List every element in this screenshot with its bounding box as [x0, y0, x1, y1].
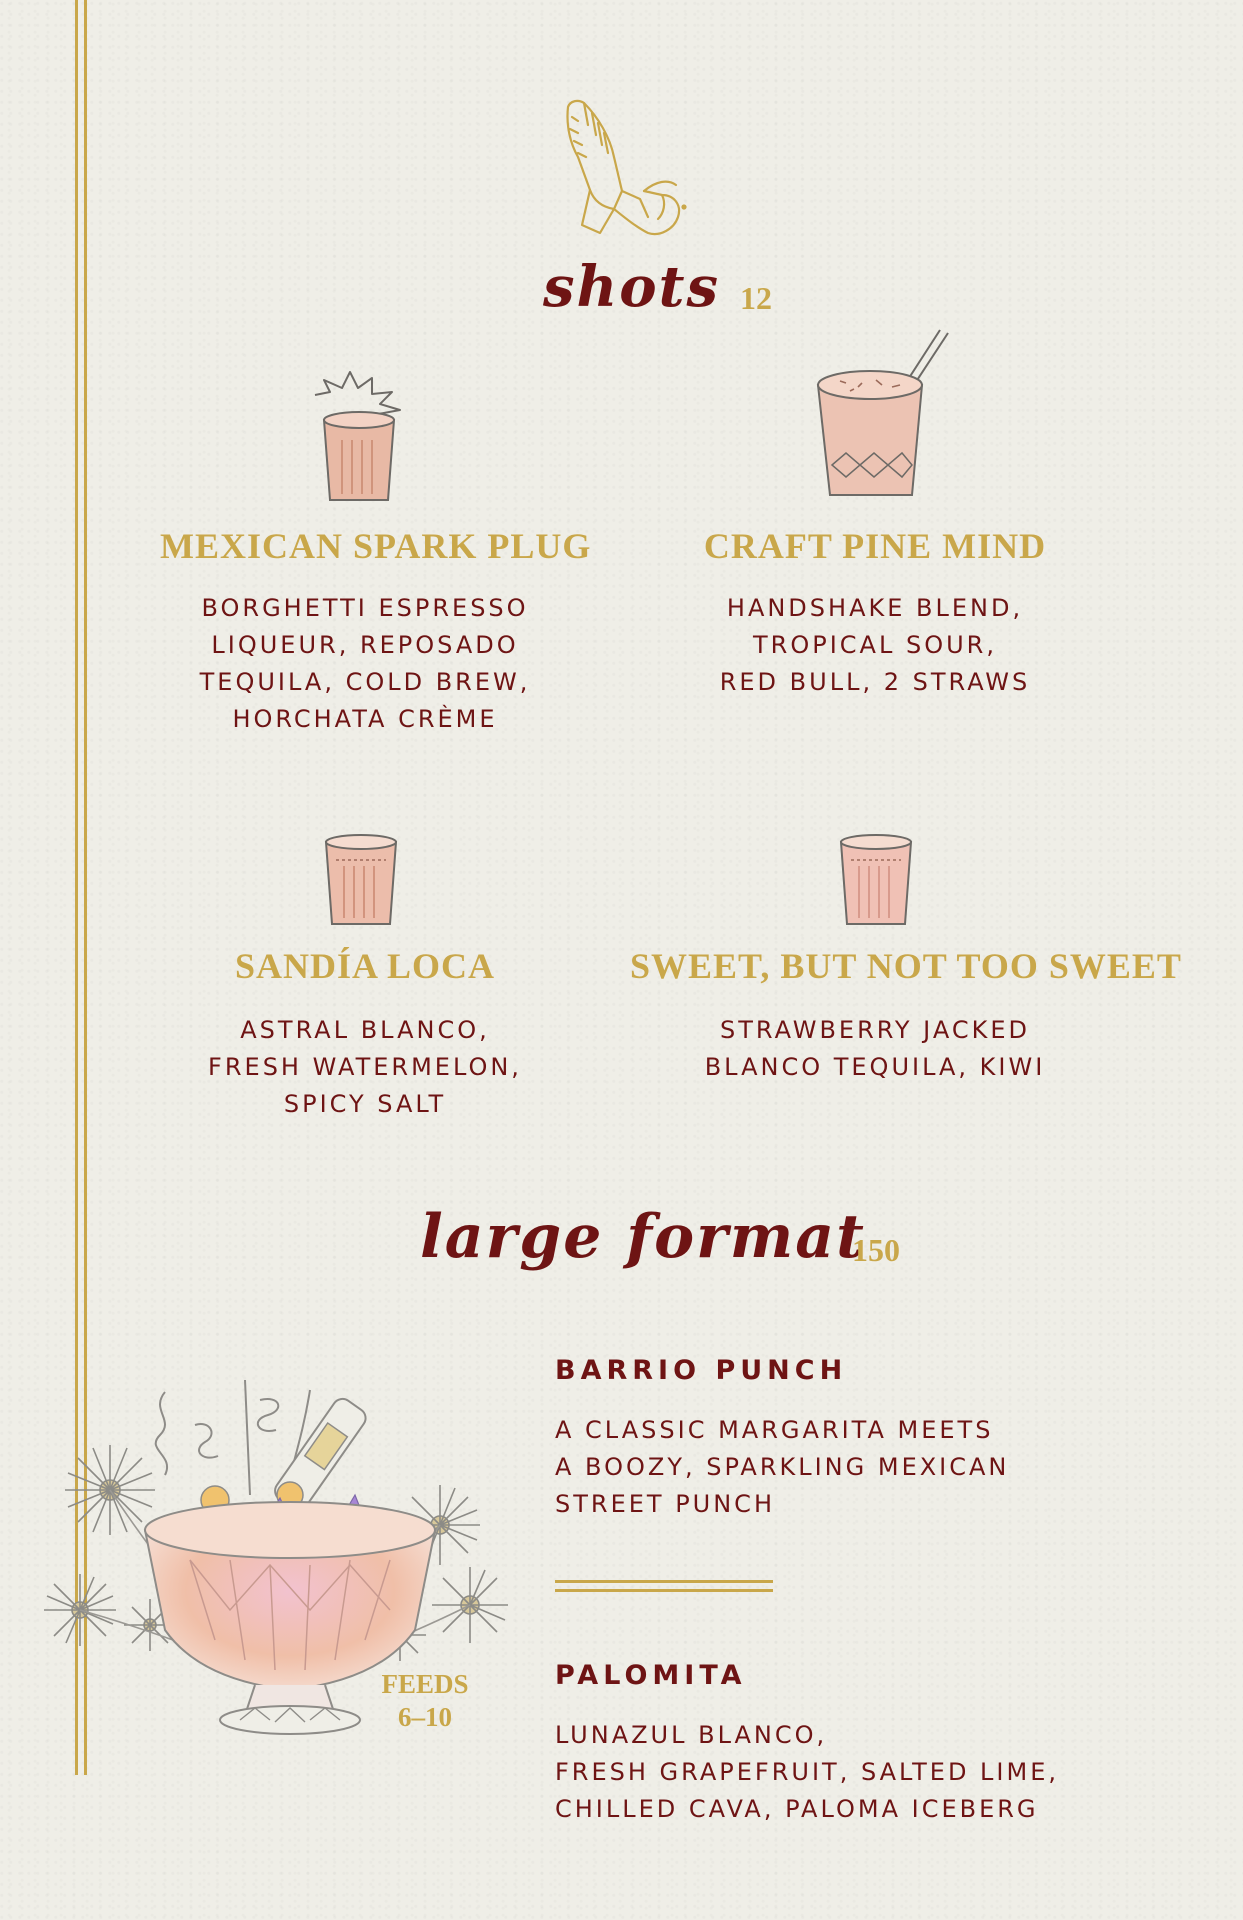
large-format-price: 150 — [852, 1232, 900, 1268]
item-name-barrio-punch: BARRIO PUNCH — [555, 1355, 848, 1386]
item-name-sweet-but-not-too-sweet: SWEET, BUT NOT TOO SWEET — [630, 946, 1182, 986]
shots-heading: shots — [543, 254, 720, 320]
item-name-palomita: PALOMITA — [555, 1660, 747, 1691]
praying-hands-icon — [548, 95, 693, 240]
cup-with-straws-icon — [810, 325, 960, 510]
feeds-count: FEEDS 6–10 — [381, 1669, 469, 1732]
item-desc-sweet-but-not-too-sweet: STRAWBERRY JACKED BLANCO TEQUILA, KIWI — [704, 1016, 1046, 1081]
shot-glass-icon — [835, 832, 920, 932]
divider-double-rule — [555, 1589, 773, 1592]
item-name-craft-pine-mind: CRAFT PINE MIND — [703, 526, 1047, 566]
item-name-mexican-spark-plug: MEXICAN SPARK PLUG — [160, 526, 592, 566]
item-desc-craft-pine-mind: HANDSHAKE BLEND, TROPICAL SOUR, RED BULL, 2 STRAWS — [719, 594, 1031, 696]
shots-price: 12 — [740, 280, 772, 316]
shot-glass-icon — [320, 832, 405, 932]
divider-double-rule — [555, 1580, 773, 1583]
item-name-sandia-loca: SANDÍA LOCA — [234, 946, 496, 986]
large-format-heading: large format — [420, 1202, 866, 1272]
spark-shot-glass-icon — [300, 370, 430, 510]
item-desc-mexican-spark-plug: BORGHETTI ESPRESSO LIQUEUR, REPOSADO TEQUILA, COLD BREW, HORCHATA CRÈME — [199, 594, 531, 733]
item-desc-barrio-punch: A CLASSIC MARGARITA MEETS A BOOZY, SPARKLING MEXICAN STREET PUNCH — [555, 1416, 1010, 1518]
item-desc-sandia-loca: ASTRAL BLANCO, FRESH WATERMELON, SPICY SALT — [208, 1016, 522, 1118]
item-desc-palomita: LUNAZUL BLANCO, FRESH GRAPEFRUIT, SALTED LIME, CHILLED CAVA, PALOMA ICEBERG — [555, 1721, 1059, 1823]
